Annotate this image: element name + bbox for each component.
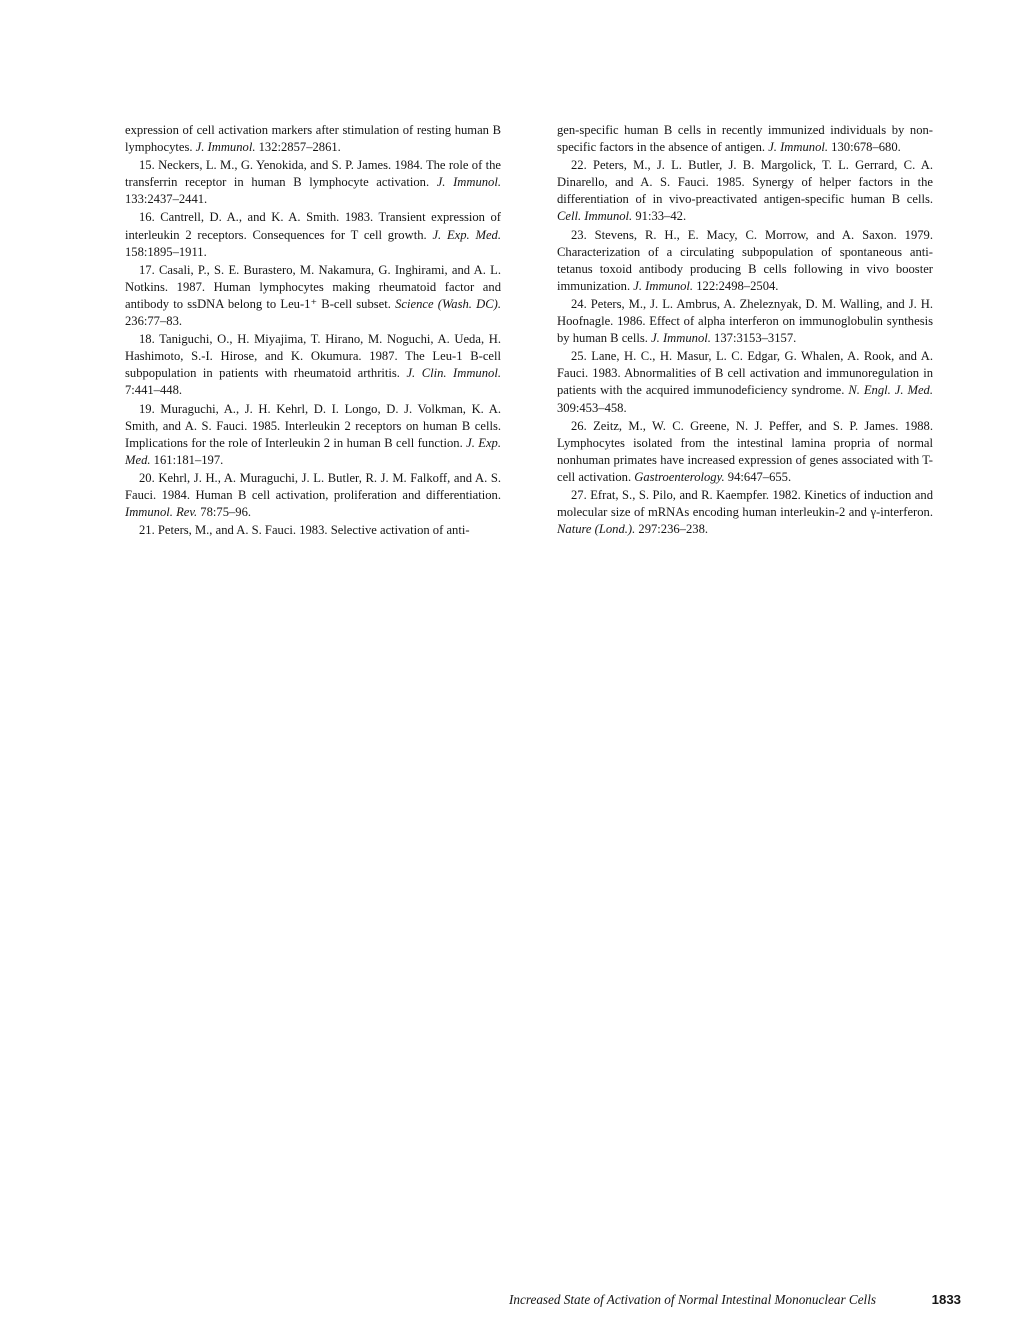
reference-item: 19. Muraguchi, A., J. H. Kehrl, D. I. Longo, D. J. Volkman, K. A. Smith, and A. S. Fauci. 1985. Interleukin 2 receptors on human B cells. Implications for the role of Interleukin 2 in human B cell function. J. Exp. Med. 161:181–197. <box>125 401 501 467</box>
reference-item: 18. Taniguchi, O., H. Miyajima, T. Hirano, M. Noguchi, A. Ueda, H. Hashimoto, S.-I. Hirose, and K. Okumura. 1987. The Leu-1 B-cell subpopulation in patients with rheumatoid arthritis. J. Clin. Immunol. 7:441–448. <box>125 332 501 398</box>
reference-item: 21. Peters, M., and A. S. Fauci. 1983. Selective activation of anti- <box>139 523 470 538</box>
reference-item: gen-specific human B cells in recently immunized individuals by non-specific factors in the absence of antigen. J. Immunol. 130:678–680. <box>557 123 933 155</box>
reference-item: 16. Cantrell, D. A., and K. A. Smith. 1983. Transient expression of interleukin 2 receptors. Consequences for T cell growth. J. Exp. Med. 158:1895–1911. <box>125 210 502 259</box>
page-number: 1833 <box>931 1292 961 1307</box>
references-right-column <box>557 122 933 539</box>
running-title: Increased State of Activation of Normal Intestinal Mononuclear Cells <box>509 1292 877 1307</box>
reference-item: 25. Lane, H. C., H. Masur, L. C. Edgar, G. Whalen, A. Rook, and A. Fauci. 1983. Abnormalities of B cell activation and immunoregulation in patients with the acquired immunodeficiency syndrome. N. Engl. J. Med. 309:453–458. <box>557 349 933 415</box>
reference-item: 15. Neckers, L. M., G. Yenokida, and S. P. James. 1984. The role of the transferrin receptor in human B lymphocyte activation. J. Immunol. 133:2437–2441. <box>125 158 501 207</box>
reference-item: 22. Peters, M., J. L. Butler, J. B. Margolick, T. L. Gerrard, C. A. Dinarello, and A. S. Fauci. 1985. Synergy of helper factors in the differentiation of in vivo-preactivated antigen-specific human B cells. Cell. Immunol. 91:33–42. <box>557 158 933 224</box>
reference-item: 23. Stevens, R. H., E. Macy, C. Morrow, and A. Saxon. 1979. Characterization of a circulating subpopulation of spontaneous anti-tetanus toxoid antibody producing B cells following in vivo booster immunization. J. Immunol. 122:2498–2504. <box>557 227 933 293</box>
reference-item: 20. Kehrl, J. H., A. Muraguchi, J. L. Butler, R. J. M. Falkoff, and A. S. Fauci. 1984. Human B cell activation, proliferation and differentiation. Immunol. Rev. 78:75–96. <box>125 470 501 520</box>
reference-item: 26. Zeitz, M., W. C. Greene, N. J. Peffer, and S. P. James. 1988. Lymphocytes isolated from the intestinal lamina propria of normal nonhuman primates have increased expression of genes associated with T-cell activation. Gastroenterology. 94:647–655. <box>557 418 933 484</box>
reference-item: 27. Efrat, S., S. Pilo, and R. Kaempfer. 1982. Kinetics of induction and molecular size of mRNAs encoding human interleukin-2 and γ-interferon. Nature (Lond.). 297:236–238. <box>557 487 933 537</box>
references-left-column <box>125 122 501 540</box>
reference-item: expression of cell activation markers after stimulation of resting human B lymphocytes. J. Immunol. 132:2857–2861. <box>125 123 501 155</box>
reference-item: 24. Peters, M., J. L. Ambrus, A. Zheleznyak, D. M. Walling, and J. H. Hoofnagle. 1986. Effect of alpha interferon on immunoglobulin synthesis by human B cells. J. Immunol. 137:3153–3157. <box>557 296 933 346</box>
reference-item: 17. Casali, P., S. E. Burastero, M. Nakamura, G. Inghirami, and A. L. Notkins. 1987. Human lymphocytes making rheumatoid factor and antibody to ssDNA belong to Leu-1⁺ B-cell subset. Science (Wash. DC). 236:77–83. <box>125 262 502 329</box>
page-footer <box>509 1292 961 1312</box>
